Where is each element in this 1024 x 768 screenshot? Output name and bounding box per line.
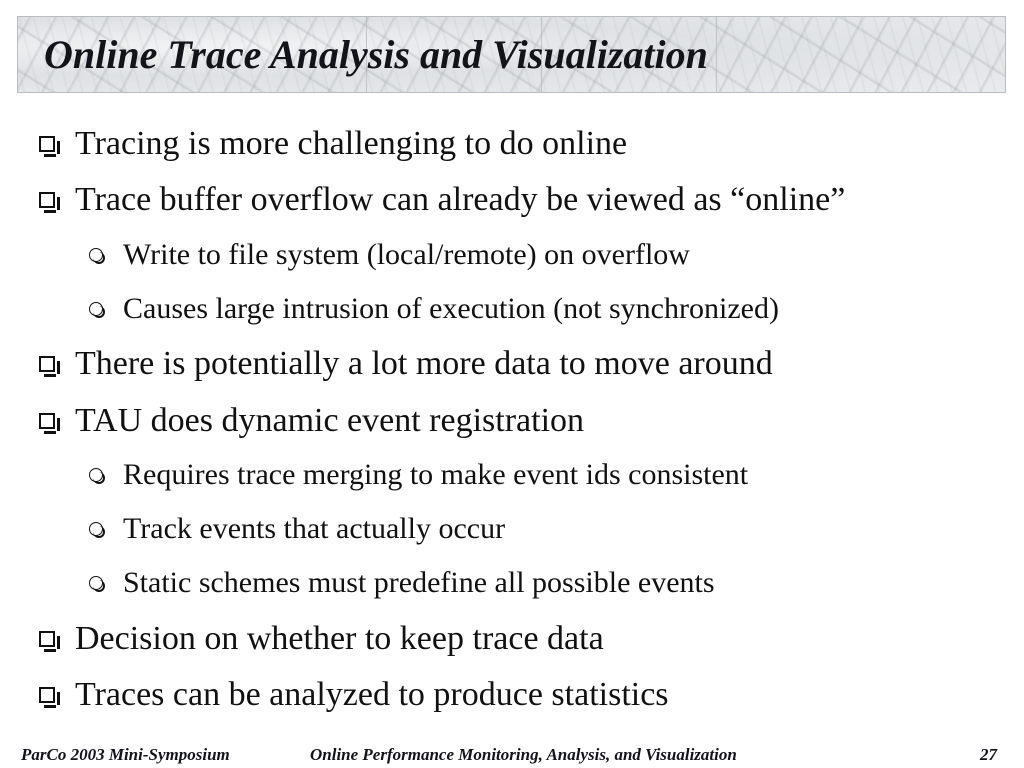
circle-bullet-icon [89,248,103,262]
bullet-item [39,124,627,164]
sub-bullet-text: Track events that actually occur [123,512,506,545]
sub-bullet-item [89,565,715,601]
sub-bullet-text: Causes large intrusion of execution (not synchronized) [123,292,779,325]
sub-bullet-item [89,291,779,327]
sub-bullet-text: Static schemes must predefine all possible events [123,566,715,599]
bullet-item [39,401,584,441]
footer-event: ParCo 2003 Mini-Symposium [21,745,230,764]
bullet-item [39,619,604,659]
sub-bullet-text: Requires trace merging to make event ids consistent [123,458,749,491]
square-bullet-icon [39,136,55,152]
bullet-text: Tracing is more challenging to do online [75,125,628,162]
square-bullet-icon [39,192,55,208]
bullet-text: TAU does dynamic event registration [75,402,585,439]
circle-bullet-icon [89,468,103,482]
bullet-text: Decision on whether to keep trace data [75,620,604,657]
bullet-text: There is potentially a lot more data to move around [75,345,773,382]
bullet-item [39,344,773,384]
sub-bullet-item [89,511,505,547]
sub-bullet-text: Write to file system (local/remote) on overflow [123,238,690,271]
slide-title: Online Trace Analysis and Visualization [44,32,708,77]
footer-talk-title: Online Performance Monitoring, Analysis, and Visualization [310,745,737,764]
square-bullet-icon [39,687,55,703]
sub-bullet-item [89,457,748,493]
bullet-item [39,675,669,715]
sub-bullet-item [89,237,690,273]
bullet-item [39,180,845,220]
bullet-text: Trace buffer overflow can already be viewed as “online” [75,181,846,218]
circle-bullet-icon [89,576,103,590]
circle-bullet-icon [89,302,103,316]
square-bullet-icon [39,631,55,647]
square-bullet-icon [39,413,55,429]
circle-bullet-icon [89,522,103,536]
bullet-text: Traces can be analyzed to produce statistics [75,676,669,713]
page-number: 27 [980,745,997,764]
square-bullet-icon [39,356,55,372]
